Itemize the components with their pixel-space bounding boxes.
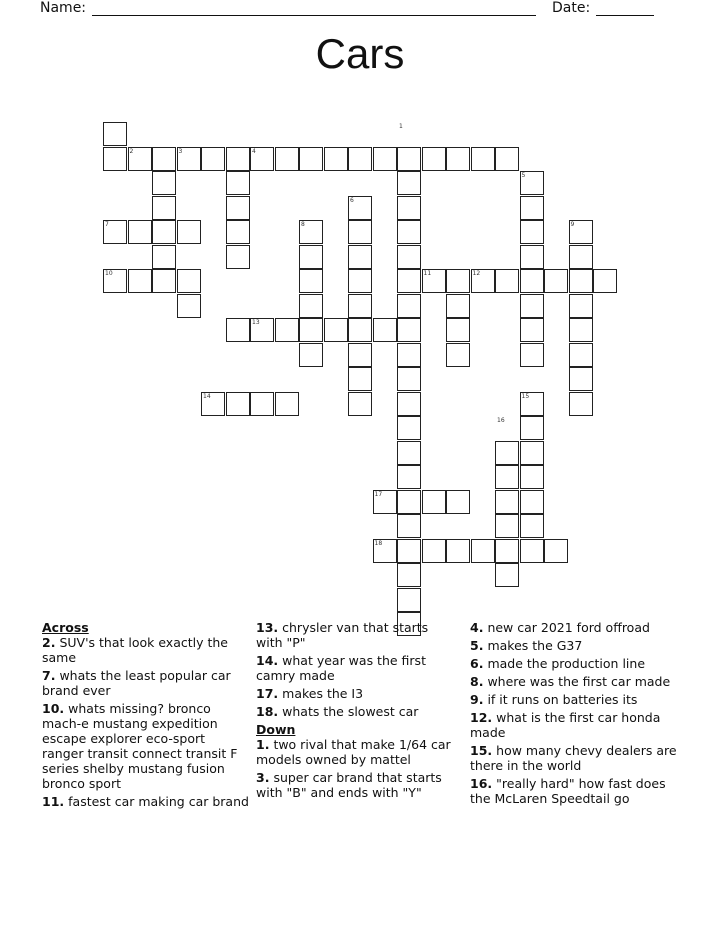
grid-cell[interactable] <box>348 220 372 244</box>
grid-cell[interactable] <box>569 245 593 269</box>
grid-cell[interactable] <box>569 269 593 293</box>
grid-cell[interactable] <box>397 245 421 269</box>
grid-cell[interactable] <box>397 196 421 220</box>
clue-down-1: 1. two rival that make 1/64 car models owned by mattel <box>256 737 451 767</box>
clue-number-label: 16 <box>497 417 505 424</box>
grid-cell[interactable] <box>397 514 421 538</box>
date-label: Date: <box>552 0 591 16</box>
grid-cell[interactable] <box>446 294 470 318</box>
clue-down-16: 16. "really hard" how fast does the McLaren Speedtail go <box>470 776 666 806</box>
clue-across-10: 10. whats missing? bronco mach-e mustang expedition escape explorer eco-sport ranger transit connect transit F series shelby mustang fusion bronco sport <box>42 701 238 791</box>
grid-cell[interactable] <box>397 147 421 171</box>
clue-across-14: 14. what year was the first camry made <box>256 653 426 683</box>
grid-cell[interactable] <box>324 318 348 342</box>
grid-cell[interactable] <box>152 220 176 244</box>
grid-cell[interactable] <box>397 269 421 293</box>
clue-across-11: 11. fastest car making car brand <box>42 794 249 809</box>
grid-cell[interactable] <box>226 318 250 342</box>
grid-cell[interactable] <box>397 343 421 367</box>
clues-column-3 <box>470 620 685 809</box>
grid-cell[interactable] <box>152 196 176 220</box>
clue-number-label: 3 <box>178 147 183 155</box>
grid-cell[interactable] <box>544 269 568 293</box>
grid-cell[interactable] <box>348 392 372 416</box>
grid-cell[interactable] <box>446 539 470 563</box>
grid-cell[interactable] <box>128 220 152 244</box>
grid-cell[interactable] <box>299 318 323 342</box>
grid-cell[interactable] <box>226 392 250 416</box>
clue-number-label: 17 <box>374 490 383 498</box>
grid-cell[interactable] <box>348 367 372 391</box>
grid-cell[interactable] <box>250 392 274 416</box>
clue-number-label: 5 <box>521 172 526 179</box>
grid-cell[interactable] <box>299 245 323 269</box>
grid-cell[interactable] <box>495 441 519 465</box>
grid-cell[interactable] <box>569 343 593 367</box>
clue-down-15: 15. how many chevy dealers are there in the world <box>470 743 677 773</box>
clue-down-9: 9. if it runs on batteries its <box>470 692 638 707</box>
grid-cell[interactable] <box>397 392 421 416</box>
clue-down-12: 12. what is the first car honda made <box>470 710 661 740</box>
across-heading: Across <box>42 620 89 635</box>
grid-cell[interactable] <box>177 269 201 293</box>
grid-cell[interactable] <box>520 196 544 220</box>
grid-cell[interactable] <box>348 294 372 318</box>
grid-cell[interactable] <box>397 490 421 514</box>
grid-cell[interactable] <box>446 318 470 342</box>
clue-number-label: 18 <box>374 539 383 547</box>
grid-cell[interactable] <box>520 416 544 440</box>
grid-cell[interactable] <box>177 220 201 244</box>
clue-number-label: 2 <box>129 147 134 155</box>
grid-cell[interactable] <box>373 318 397 342</box>
grid-cell[interactable] <box>569 367 593 391</box>
grid-cell[interactable] <box>495 539 519 563</box>
name-label: Name: <box>40 0 87 16</box>
grid-cell[interactable] <box>397 171 421 195</box>
grid-cell[interactable] <box>593 269 617 293</box>
grid-cell[interactable] <box>299 269 323 293</box>
grid-cell[interactable] <box>226 220 250 244</box>
grid-cell[interactable] <box>495 563 519 587</box>
grid-cell[interactable] <box>152 147 176 171</box>
grid-cell[interactable] <box>520 245 544 269</box>
grid-cell[interactable] <box>397 220 421 244</box>
grid-cell[interactable] <box>348 245 372 269</box>
clue-down-4: 4. new car 2021 ford offroad <box>470 620 650 635</box>
grid-cell[interactable] <box>495 147 519 171</box>
grid-cell[interactable] <box>520 490 544 514</box>
grid-cell[interactable] <box>495 514 519 538</box>
clue-down-5: 5. makes the G37 <box>470 638 583 653</box>
grid-cell[interactable] <box>275 147 299 171</box>
clue-number-label: 10 <box>105 270 113 277</box>
grid-cell[interactable] <box>397 539 421 563</box>
grid-cell[interactable] <box>226 196 250 220</box>
clue-across-2: 2. SUV's that look exactly the same <box>42 635 228 665</box>
grid-cell[interactable] <box>373 147 397 171</box>
clue-number-label: 14 <box>203 392 211 400</box>
grid-cell[interactable] <box>520 318 544 342</box>
clue-number-label: 12 <box>472 270 481 277</box>
clues-column-2 <box>256 620 456 803</box>
grid-cell[interactable] <box>520 539 544 563</box>
puzzle-title: Cars <box>315 30 405 77</box>
grid-cell[interactable] <box>422 539 446 563</box>
grid-cell[interactable] <box>397 294 421 318</box>
grid-cell[interactable] <box>201 147 225 171</box>
grid-cell[interactable] <box>226 147 250 171</box>
grid-cell[interactable] <box>446 269 470 293</box>
grid-cell[interactable] <box>495 490 519 514</box>
grid-cell[interactable] <box>569 318 593 342</box>
grid-cell[interactable] <box>226 245 250 269</box>
clue-number-label: 13 <box>252 319 260 326</box>
grid-cell[interactable] <box>299 343 323 367</box>
grid-cell[interactable] <box>299 147 323 171</box>
grid-cell[interactable] <box>397 588 421 612</box>
grid-cell[interactable] <box>495 465 519 489</box>
grid-cell[interactable] <box>520 220 544 244</box>
grid-cell[interactable] <box>397 441 421 465</box>
grid-cell[interactable] <box>520 294 544 318</box>
grid-cell[interactable] <box>152 245 176 269</box>
grid-cell[interactable] <box>226 171 250 195</box>
grid-cell[interactable] <box>446 343 470 367</box>
grid-cell[interactable] <box>422 147 446 171</box>
grid-cell[interactable] <box>348 269 372 293</box>
clue-down-6: 6. made the production line <box>470 656 646 671</box>
grid-cell[interactable] <box>471 539 495 563</box>
grid-cell[interactable] <box>520 269 544 293</box>
grid-cell[interactable] <box>495 269 519 293</box>
grid-cell[interactable] <box>103 122 127 146</box>
grid-cell[interactable] <box>128 269 152 293</box>
grid-cell[interactable] <box>397 563 421 587</box>
clue-down-3: 3. super car brand that starts with "B" and ends with "Y" <box>256 770 442 800</box>
clues-column-1 <box>42 620 250 812</box>
grid-cell[interactable] <box>471 147 495 171</box>
grid-cell[interactable] <box>544 539 568 563</box>
grid-cell[interactable] <box>569 294 593 318</box>
grid-cell[interactable] <box>569 392 593 416</box>
grid-cell[interactable] <box>348 318 372 342</box>
clue-number-label: 6 <box>350 196 354 204</box>
grid-cell[interactable] <box>446 147 470 171</box>
clue-number-label: 4 <box>252 147 256 155</box>
down-heading: Down <box>256 722 296 737</box>
clue-number-label: 9 <box>570 221 575 228</box>
grid-cell[interactable] <box>520 465 544 489</box>
grid-cell[interactable] <box>275 318 299 342</box>
clue-across-7: 7. whats the least popular car brand ever <box>42 668 231 698</box>
grid-cell[interactable] <box>422 490 446 514</box>
clue-across-13: 13. chrysler van that starts with "P" <box>256 620 429 650</box>
grid-cell[interactable] <box>520 441 544 465</box>
grid-cell[interactable] <box>397 465 421 489</box>
clue-number-label: 7 <box>105 221 109 228</box>
grid-cell[interactable] <box>152 171 176 195</box>
clue-across-17: 17. makes the I3 <box>256 686 364 701</box>
grid-cell[interactable] <box>446 490 470 514</box>
grid-cell[interactable] <box>397 367 421 391</box>
clue-number-label: 15 <box>521 392 530 400</box>
grid-cell[interactable] <box>177 294 201 318</box>
clue-number-label: 8 <box>301 221 305 228</box>
clue-number-label: 11 <box>423 270 432 277</box>
clue-down-8: 8. where was the first car made <box>470 674 671 689</box>
grid-cell[interactable] <box>103 147 127 171</box>
clue-across-18: 18. whats the slowest car <box>256 704 419 719</box>
grid-cell[interactable] <box>397 318 421 342</box>
grid-cell[interactable] <box>520 343 544 367</box>
grid-cell[interactable] <box>299 294 323 318</box>
grid-cell[interactable] <box>520 514 544 538</box>
grid-cell[interactable] <box>397 416 421 440</box>
grid-cell[interactable] <box>348 147 372 171</box>
clue-number-label: 1 <box>399 123 403 130</box>
grid-cell[interactable] <box>324 147 348 171</box>
grid-cell[interactable] <box>348 343 372 367</box>
grid-cell[interactable] <box>152 269 176 293</box>
grid-cell[interactable] <box>275 392 299 416</box>
